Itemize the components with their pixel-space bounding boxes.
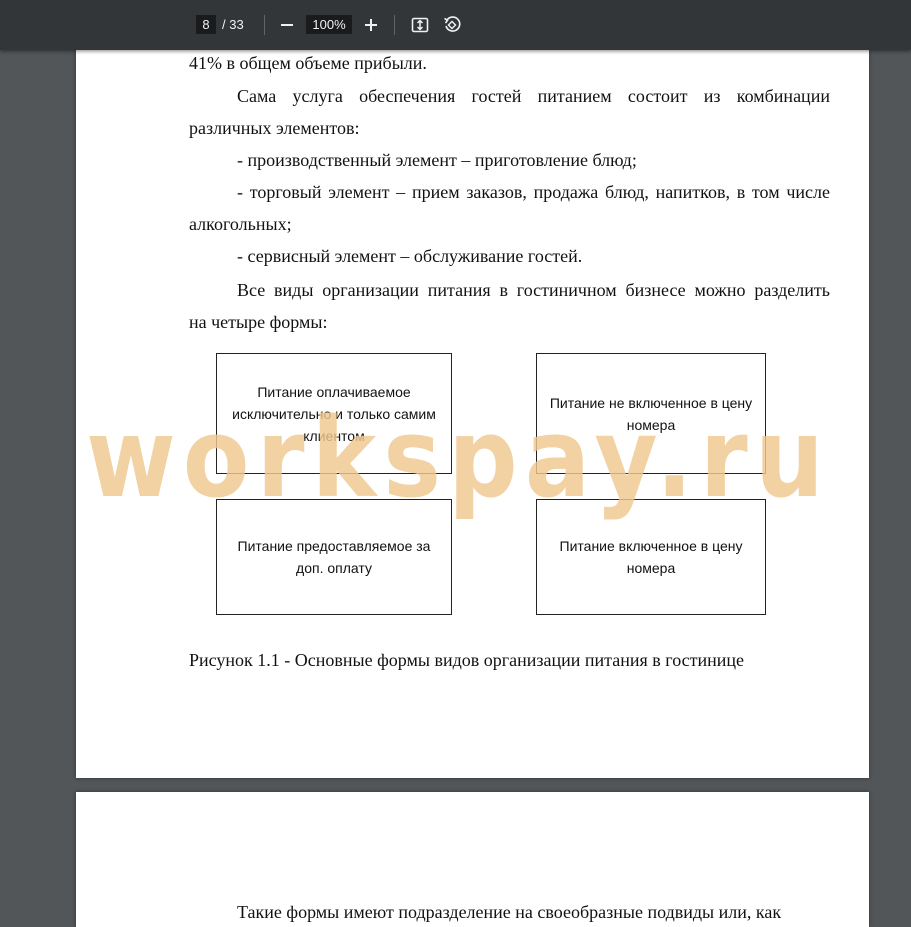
diagram-box-paid-by-client [216,353,452,474]
text-line: на четыре формы: [189,312,328,332]
text-line: Такие формы имеют подразделение на своеобразные подвиды или, как [237,902,782,922]
figure-caption: Рисунок 1.1 - Основные формы видов организации питания в гостинице [189,650,745,670]
word: блюд, [605,182,649,202]
word: прием [411,182,460,202]
word: Сама [237,86,277,106]
word: гостиничном [516,280,617,300]
list-item: - производственный элемент – приготовление блюд; [237,150,637,170]
page-total-label: / 33 [222,17,244,32]
word: питанием [537,86,612,106]
zoom-level-input[interactable] [306,15,352,34]
diagram-box-extra-fee [216,499,452,615]
word: заказов, [466,182,527,202]
text-line: алкогольных; [189,214,292,234]
zoom-in-button[interactable] [359,13,383,37]
diagram-box-label: Питание оплачиваемое исключительно и только самим клиентом [232,383,436,444]
word: из [703,86,721,106]
word: Все [237,280,266,300]
word: организации [322,280,419,300]
word: можно [694,280,746,300]
rotate-button[interactable] [440,13,464,37]
text-line: 41% в общем объеме прибыли. [189,53,427,73]
watermark-text: workspay.ru [86,394,831,522]
document-page [76,0,869,778]
minus-icon [280,18,294,32]
diagram-box-not-included [536,353,766,474]
word: гостей [471,86,522,106]
word: виды [274,280,314,300]
diagram-box-label: Питание включенное в цену номера [559,538,743,576]
paragraph-line [237,182,830,202]
word: бизнесе [625,280,686,300]
word: обеспечения [359,86,456,106]
word: в [499,280,508,300]
word: питания [427,280,491,300]
word: том [751,182,780,202]
plus-icon [364,18,378,32]
word: услуга [292,86,343,106]
word: состоит [627,86,688,106]
toolbar-divider [394,15,395,35]
toolbar-divider [264,15,265,35]
word: в [736,182,746,202]
word: – [396,182,406,202]
document-page [76,792,869,927]
word: числе [786,182,830,202]
word: элемент [328,182,390,202]
word: разделить [754,280,830,300]
pdf-toolbar [0,0,911,50]
word: комбинации [736,86,830,106]
list-item: - сервисный элемент – обслуживание гостей. [237,246,583,266]
fit-page-icon [411,16,429,34]
diagram-box-label: Питание не включенное в цену номера [549,394,753,433]
diagram-box-included [536,499,766,615]
word: напитков, [655,182,730,202]
word: торговый [249,182,322,202]
word: - [237,182,243,202]
diagram-box-label: Питание предоставляемое за доп. оплату [237,538,431,576]
zoom-out-button[interactable] [275,13,299,37]
word: продажа [533,182,599,202]
text-line: различных элементов: [189,118,360,138]
fit-page-button[interactable] [408,13,432,37]
page-number-input[interactable] [196,15,216,34]
paragraph-line [237,280,830,300]
paragraph-line [237,86,830,106]
rotate-icon [443,16,461,34]
